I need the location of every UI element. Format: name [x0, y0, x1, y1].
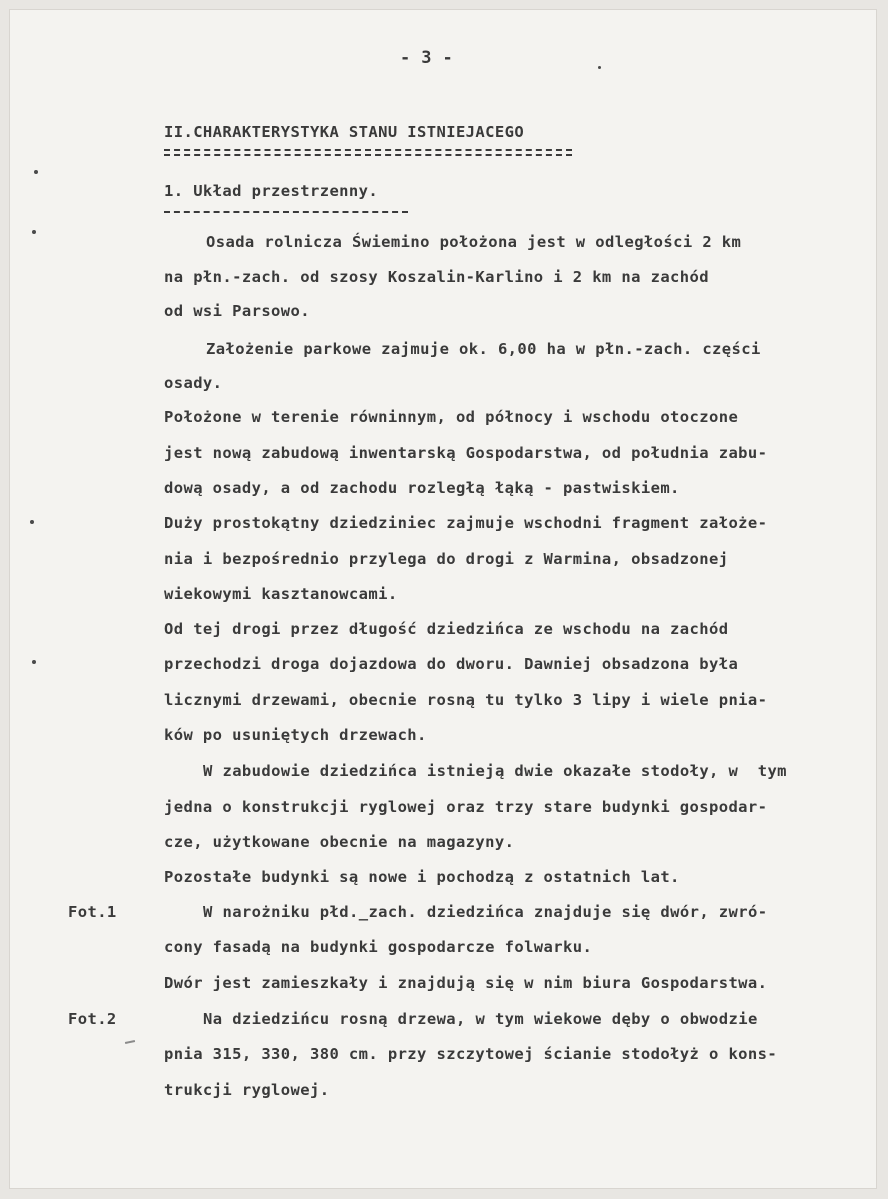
text-line: trukcji ryglowej.	[164, 1081, 330, 1099]
text-line: przechodzi droga dojazdowa do dworu. Dawniej obsadzona była	[164, 655, 739, 673]
margin-note: Fot.1	[68, 903, 117, 921]
text-line: Pozostałe budynki są nowe i pochodzą z ostatnich lat.	[164, 868, 680, 886]
text-line: jest nową zabudową inwentarską Gospodarstwa, od południa zabu-	[164, 444, 768, 462]
text-line: Na dziedzińcu rosną drzewa, w tym wiekowe dęby o obwodzie	[203, 1010, 758, 1028]
text-line: wiekowymi kasztanowcami.	[164, 585, 398, 603]
scan-speck	[34, 170, 38, 174]
section-title: II.CHARAKTERYSTYKA STANU ISTNIEJACEGO	[164, 123, 525, 141]
page-number: - 3 -	[400, 48, 454, 68]
scan-speck	[32, 660, 36, 664]
section-title-underline	[164, 149, 572, 156]
text-line: cze, użytkowane obecnie na magazyny.	[164, 833, 515, 851]
text-line: Duży prostokątny dziedziniec zajmuje wschodni fragment założe-	[164, 514, 768, 532]
scan-speck	[598, 66, 601, 69]
scan-speck	[30, 520, 34, 524]
text-line: W narożniku płd._zach. dziedzińca znajduje się dwór, zwró-	[203, 903, 768, 921]
text-line: od wsi Parsowo.	[164, 302, 310, 320]
text-line: Położone w terenie równinnym, od północy i wschodu otoczone	[164, 408, 739, 426]
text-line: W zabudowie dziedzińca istnieją dwie okazałe stodoły, w tym	[203, 762, 787, 780]
margin-note: Fot.2	[68, 1010, 117, 1028]
text-line: na płn.-zach. od szosy Koszalin-Karlino i 2 km na zachód	[164, 268, 709, 286]
text-line: Od tej drogi przez długość dziedzińca ze wschodu na zachód	[164, 620, 729, 638]
text-line: ków po usuniętych drzewach.	[164, 726, 427, 744]
subsection-title: 1. Układ przestrzenny.	[164, 182, 379, 200]
scan-mark	[125, 1040, 135, 1044]
text-line: Dwór jest zamieszkały i znajdują się w nim biura Gospodarstwa.	[164, 974, 768, 992]
document-page	[10, 10, 876, 1188]
text-line: nia i bezpośrednio przylega do drogi z Warmina, obsadzonej	[164, 550, 729, 568]
text-line: Osada rolnicza Świemino położona jest w odległości 2 km	[206, 233, 742, 251]
text-line: licznymi drzewami, obecnie rosną tu tylko 3 lipy i wiele pnia-	[164, 691, 768, 709]
text-line: jedna o konstrukcji ryglowej oraz trzy stare budynki gospodar-	[164, 798, 768, 816]
text-line: osady.	[164, 374, 223, 392]
text-line: cony fasadą na budynki gospodarcze folwarku.	[164, 938, 593, 956]
text-line: pnia 315, 330, 380 cm. przy szczytowej ścianie stodołyż o kons-	[164, 1045, 778, 1063]
text-line: dową osady, a od zachodu rozległą łąką - pastwiskiem.	[164, 479, 680, 497]
text-line: Założenie parkowe zajmuje ok. 6,00 ha w płn.-zach. części	[206, 340, 761, 358]
subsection-title-underline	[164, 211, 408, 213]
scan-speck	[32, 230, 36, 234]
